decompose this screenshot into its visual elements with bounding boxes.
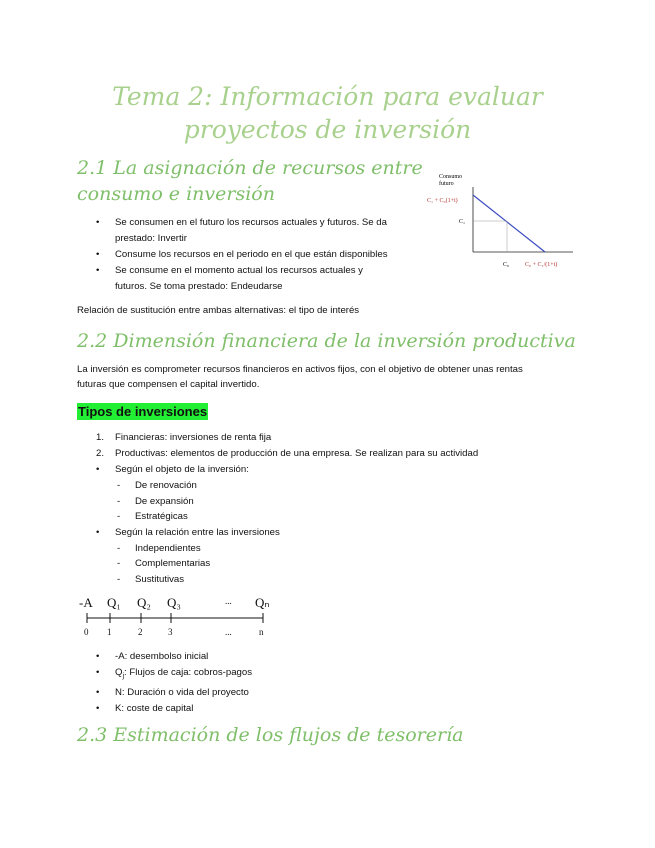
types-heading: Tipos de inversiones [78,404,208,419]
consumption-investment-figure [425,170,575,270]
list-item: 2. Productivas: elementos de producción de una empresa. Se realizan para su actividad [96,448,479,459]
timeline-bottom-1: 1 [107,627,112,637]
sub-list-item: - De expansión [117,495,194,507]
section-2-1-heading-line1: 2.1 La asignación de recursos entre [77,157,423,179]
figure-x-mid-label: C₀ [503,262,510,268]
substitution-relation-text: Relación de sustitución entre ambas alternativas: el tipo de interés [77,305,360,316]
section-2-1-bullets [77,215,427,295]
page-title-line1: Tema 2: Información para evaluar [112,82,543,111]
timeline-bottom-4: ... [225,627,232,637]
list-item: • Según el objeto de la inversión: [96,464,249,475]
section-2-2-heading: 2.2 Dimensión financiera de la inversión productiva [77,330,576,352]
list-item: • Según la relación entre las inversiones [96,526,280,538]
sub-list-item: - Independientes [117,542,201,554]
types-list [77,430,557,587]
list-item: • K: coste de capital [96,702,194,714]
figure-ylabel-line2: futuro [439,181,454,187]
page-title-line2: proyectos de inversión [183,115,472,144]
list-item: • N: Duración o vida del proyecto [96,686,249,698]
section-2-3-heading: 2.3 Estimación de los flujos de tesorería [77,724,464,746]
timeline-top-0: -A [79,595,93,610]
list-item: • Se consume en el momento actual los recursos actuales y futuros. Se toma prestado: Endeudarse [96,265,363,292]
timeline-top-2: Q₂ [137,595,151,610]
timeline-bottom-2: 2 [138,627,143,637]
cash-flow-timeline [77,590,297,640]
section-2-1-heading-line2: consumo e inversión [77,183,275,205]
list-item: • Consume los recursos en el periodo en el que están disponibles [96,249,388,260]
list-item: • -A: desembolso inicial [96,651,209,662]
timeline-bottom-5: n [259,627,264,637]
timeline-top-3: Q₃ [167,595,181,610]
list-item: • $Q_j$: Flujos de caja: cobros-pagos [96,667,253,680]
figure-y-mid-label: C₁ [459,219,466,225]
list-item: • Se consumen en el futuro los recursos actuales y futuros. Se da prestado: Invertir [96,217,387,244]
timeline-top-4: ... [225,596,232,606]
investment-definition-line1: La inversión es comprometer recursos financieros en activos fijos, con el objetivo de obtener unas rentas [77,364,523,375]
list-item: 1. Financieras: inversiones de renta fija [96,432,272,443]
sub-list-item: - Complementarias [117,558,211,569]
timeline-top-1: Q₁ [107,595,121,610]
sub-list-item: - Estratégicas [117,511,188,522]
figure-budget-line [473,195,545,252]
timeline-legend [77,649,377,717]
timeline-bottom-0: 0 [84,627,89,637]
sub-list-item: - De renovación [117,480,197,491]
figure-ylabel-line1: Consumo [439,174,463,180]
timeline-top-5: Qₙ [255,595,270,610]
figure-x-end-label: C₀ + C₁/(1+i) [525,262,558,268]
investment-definition-line2: futuras que compensen el capital invertido. [77,379,260,390]
timeline-bottom-3: 3 [168,627,173,637]
figure-y-top-label: C₁ + C₀(1+i) [427,198,458,204]
sub-list-item: - Sustitutivas [117,573,185,585]
